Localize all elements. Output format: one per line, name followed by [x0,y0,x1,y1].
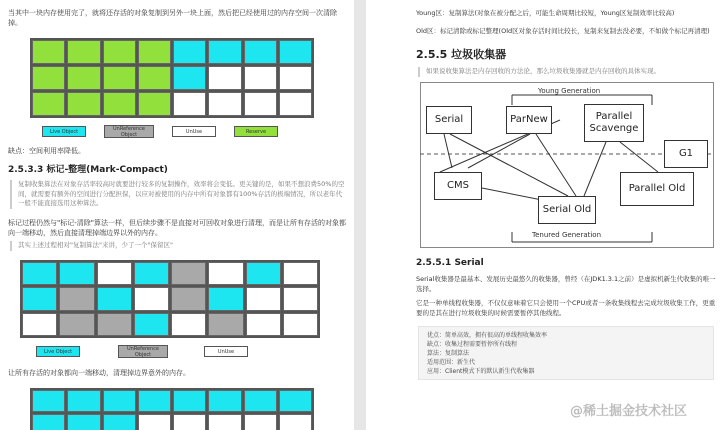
collector-parallel-scavenge: Parallel Scavenge [584,104,644,142]
memory-cell [32,40,65,64]
memory-cell [67,92,100,116]
memory-cell [208,66,241,90]
memory-cell [208,390,241,412]
memory-cell [103,414,136,430]
memory-cell [283,313,318,336]
compact-summary: 让所有存活的对象都向一端移动，清理掉边界意外的内存。 [8,369,190,377]
memory-cell [279,92,312,116]
memory-cell [59,262,94,285]
tenured-generation-label: Tenured Generation [532,231,602,239]
memory-cell [22,262,57,285]
memory-cell [173,40,206,64]
memory-cell [244,40,277,64]
memory-cell [208,287,243,310]
heading-mark-compact: 2.5.3.3 标记-整理(Mark-Compact) [8,165,168,175]
collector-parallel-old: Parallel Old [620,172,694,206]
memory-cell [134,262,169,285]
memory-cell [138,92,171,116]
memory-cell [244,414,277,430]
page-gutter [354,0,366,430]
memory-cell [171,262,206,285]
collector-serial: Serial [426,106,472,134]
memory-cell [246,313,281,336]
memory-cell [67,414,100,430]
quote-copy-drawback: 复制收集算法在对象存活率较高时就要进行较多的复制操作，效率将会变低。更关键的是，如果不想浪费50%的空间，就需要有额外的空间进行分配担保，以应对被使用的内存中所有对象都有100%存活的极端情况，所以老年代一般不能直接选用这种算法。 [10,180,346,209]
legend-unreference-object: UnReference Object [104,125,154,138]
memory-cell [22,287,57,310]
code-line: 适用范围：新生代 [427,359,476,366]
memory-cell [67,390,100,412]
legend-reserve: Reserve [234,126,278,137]
code-line: 应用：Client模式下的默认新生代收集器 [427,368,535,375]
memory-cell [67,40,100,64]
compacted-memory-grid [30,388,314,430]
copy-memory-grid [30,38,314,118]
quote-no-reserve: 其实上述过程相对"复制算法"来讲，少了一个"保留区" [10,241,346,251]
memory-cell [67,66,100,90]
legend-live-object-2: Live Object [36,346,80,357]
right-page [366,0,720,430]
legend-live-object: Live Object [42,126,86,137]
memory-cell [279,66,312,90]
memory-cell [22,313,57,336]
memory-cell [246,262,281,285]
memory-cell [283,262,318,285]
memory-cell [279,40,312,64]
quote-collectors: 如果说收集算法是内存回收的方法论，那么垃圾收集器就是内存回收的具体实现。 [418,67,714,77]
memory-cell [246,287,281,310]
legend-unreference-object-2: UnReference Object [118,345,168,358]
memory-cell [32,66,65,90]
code-line: 优点：简单高效，拥有很高的单线程收集效率 [427,332,548,339]
memory-cell [97,287,132,310]
mark-compact-paragraph: 标记过程仍然与"标记-清除"算法一样，但后续步骤不是直接对可回收对象进行清理，而是让所有存活的对象都向一端移动，然后直接清理掉端边界以外的内存。 [8,219,346,237]
memory-cell [32,92,65,116]
memory-cell [138,414,171,430]
memory-cell [208,92,241,116]
memory-cell [138,66,171,90]
memory-cell [208,40,241,64]
heading-garbage-collectors: 2.5.5 垃圾收集器 [416,48,507,61]
compact-memory-grid [20,260,320,338]
memory-cell [283,287,318,310]
memory-cell [32,390,65,412]
serial-paragraph-2: 它是一种单线程收集器，不仅仅意味着它只会使用一个CPU或者一条收集线程去完成垃圾收集工作，更重要的是其在进行垃圾收集的时候需要暂停其他线程。 [416,299,716,317]
drawback-text: 缺点：空间利用率降低。 [8,147,85,155]
memory-cell [244,390,277,412]
memory-cell [32,414,65,430]
legend-unuse: UnUse [172,126,216,137]
collector-cms: CMS [434,172,482,200]
code-line: 缺点：收集过程需要暂停所有线程 [427,341,518,348]
serial-summary-box [418,326,714,380]
young-area-text: Young区：复制算法(对象在被分配之后，可能生命周期比较短，Young区复制效率比较高) [416,9,675,17]
left-page [0,0,354,430]
code-line: 算法：复制算法 [427,350,470,357]
memory-cell [208,313,243,336]
watermark: @稀土掘金技术社区 [570,404,688,419]
serial-paragraph-1: Serial收集器是最基本、发展历史最悠久的收集器，曾经（在JDK1.3.1之前）是虚拟机新生代收集的唯一选择。 [416,275,716,293]
collector-parnew: ParNew [506,106,552,134]
collector-serial-old: Serial Old [538,196,596,224]
memory-cell [103,390,136,412]
gc-collectors-diagram [420,82,714,248]
memory-cell [173,66,206,90]
memory-cell [103,66,136,90]
memory-cell [97,262,132,285]
memory-cell [171,313,206,336]
memory-cell [208,262,243,285]
old-area-text: Old区：标记清除或标记整理(Old区对象存活时间比较长，复制来复制去没必要，不如做个标记再清理) [416,27,710,35]
young-generation-label: Young Generation [538,87,601,95]
legend-unuse-2: UnUse [204,346,248,357]
memory-cell [59,313,94,336]
memory-cell [97,313,132,336]
memory-cell [138,40,171,64]
collector-g1: G1 [664,140,708,168]
memory-cell [103,40,136,64]
heading-serial: 2.5.5.1 Serial [416,258,484,268]
memory-cell [244,92,277,116]
memory-cell [103,92,136,116]
memory-cell [279,390,312,412]
intro-paragraph: 当其中一块内存使用完了，就将还存活的对象复制到另外一块上面，然后把已经使用过的内存空间一次清除掉。 [8,9,337,27]
memory-cell [208,414,241,430]
memory-cell [173,92,206,116]
memory-cell [279,414,312,430]
memory-cell [171,287,206,310]
memory-cell [134,287,169,310]
memory-cell [173,414,206,430]
memory-cell [134,313,169,336]
memory-cell [59,287,94,310]
memory-cell [244,66,277,90]
memory-cell [173,390,206,412]
memory-cell [138,390,171,412]
